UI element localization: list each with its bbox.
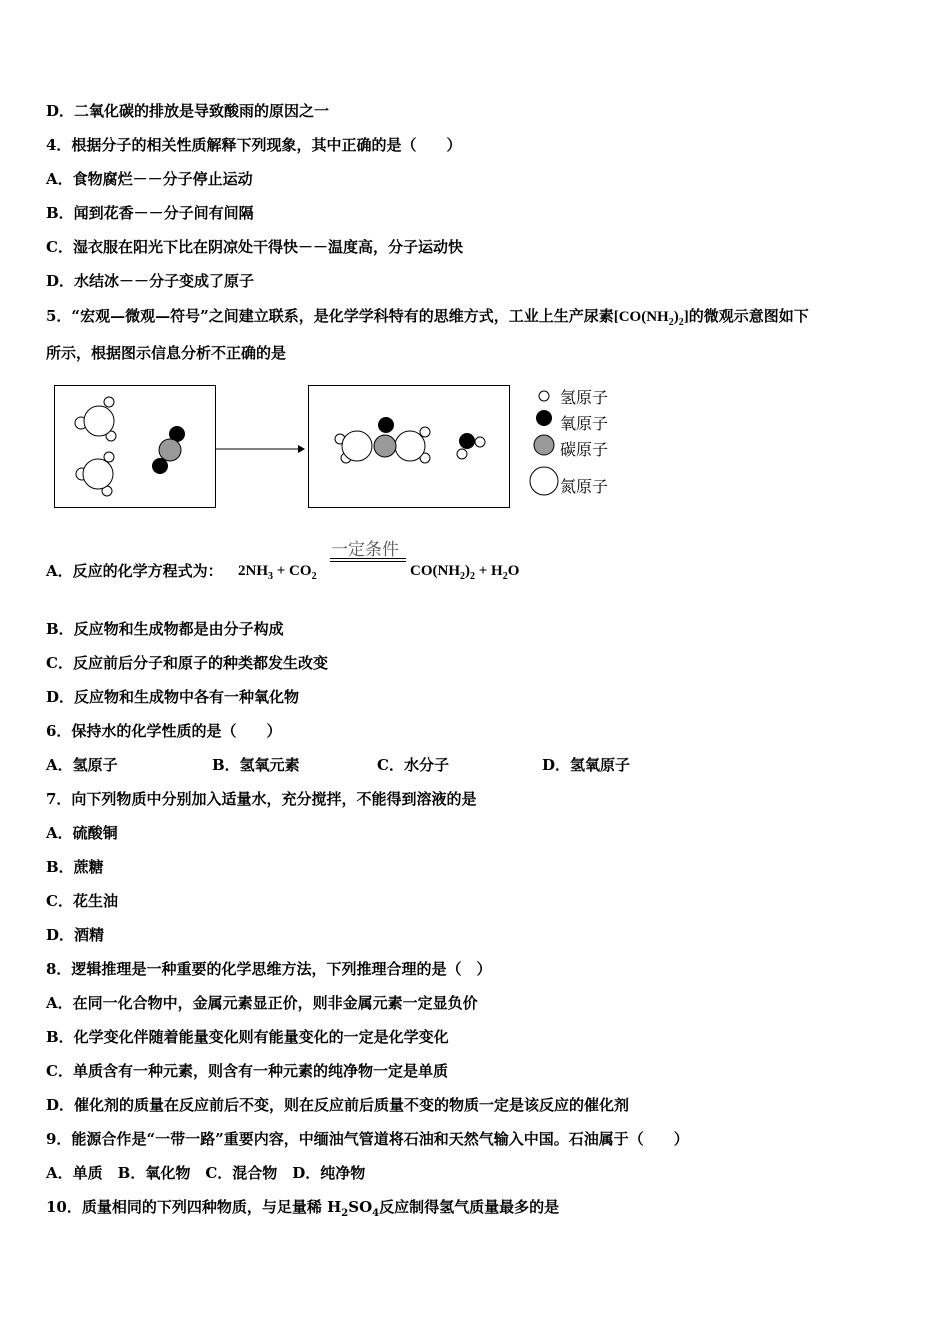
hydrogen-atom bbox=[457, 449, 467, 459]
q8-option-a: A．在同一化合物中，金属元素显正价，则非金属元素一定显负价 bbox=[46, 994, 478, 1012]
oxygen-atom bbox=[459, 433, 475, 449]
reactants-box bbox=[54, 385, 216, 508]
q5-option-d: D．反应物和生成物中各有一种氧化物 bbox=[46, 688, 300, 706]
reaction-arrow bbox=[214, 438, 306, 460]
urea-formula-b: ) bbox=[673, 309, 679, 325]
q5-option-c: C．反应前后分子和原子的种类都发生改变 bbox=[46, 654, 328, 672]
q10-stem bbox=[46, 1197, 559, 1224]
oxygen-symbol bbox=[536, 410, 552, 426]
q5-option-b: B．反应物和生成物都是由分子构成 bbox=[46, 620, 284, 638]
q7-stem: 7．向下列物质中分别加入适量水，充分搅拌，不能得到溶液的是 bbox=[46, 790, 477, 808]
legend-nitrogen-label: 氮原子 bbox=[560, 477, 609, 496]
q9-options: A．单质 B．氧化物 C．混合物 D．纯净物 bbox=[46, 1164, 366, 1182]
legend-oxygen-label: 氧原子 bbox=[560, 414, 609, 433]
q7-option-b: B．蔗糖 bbox=[46, 858, 104, 876]
urea-formula bbox=[613, 309, 689, 328]
urea-product-b: ) bbox=[465, 563, 470, 579]
urea-product-sub2: 2 bbox=[470, 571, 475, 582]
q6-option-c: C．水分子 bbox=[377, 756, 449, 774]
nitrogen-atom bbox=[83, 459, 113, 489]
q6-option-a: A．氢原子 bbox=[46, 756, 118, 774]
h2so4-sub1: 2 bbox=[341, 1208, 349, 1219]
urea-formula-sub2: 2 bbox=[678, 317, 684, 328]
q4-option-b: B．闻到花香－－分子间有间隔 bbox=[46, 204, 254, 222]
q7-option-a: A．硫酸铜 bbox=[46, 824, 118, 842]
carbon-symbol bbox=[534, 435, 554, 455]
reactants-diagram bbox=[55, 386, 215, 507]
q4-option-d: D．水结冰－－分子变成了原子 bbox=[46, 272, 255, 290]
urea-product-a: CO(NH bbox=[410, 563, 460, 579]
legend-hydrogen-label: 氢原子 bbox=[560, 388, 609, 407]
urea-formula-sub1: 2 bbox=[668, 317, 674, 328]
carbon-atom bbox=[374, 435, 396, 457]
nitrogen-atom bbox=[395, 431, 425, 461]
nitrogen-atom bbox=[342, 431, 372, 461]
reaction-condition: 一定条件 bbox=[331, 540, 399, 560]
carbon-dioxide-molecule bbox=[152, 426, 185, 474]
q8-stem: 8．逻辑推理是一种重要的化学思维方法，下列推理合理的是（ ） bbox=[46, 960, 492, 978]
q4-option-a: A．食物腐烂－－分子停止运动 bbox=[46, 170, 253, 188]
equals-line-bottom bbox=[330, 561, 406, 562]
atom-legend bbox=[528, 382, 638, 504]
hydrogen-symbol bbox=[539, 391, 549, 401]
water-molecule bbox=[457, 433, 485, 459]
q9-stem: 9．能源合作是“一带一路”重要内容，中缅油气管道将石油和天然气输入中国。石油属于（ ） bbox=[46, 1130, 689, 1148]
q4-stem: 4．根据分子的相关性质解释下列现象，其中正确的是（ ） bbox=[46, 136, 462, 154]
q5-stem-part1: 5．“宏观—微观—符号”之间建立联系，是化学学科特有的思维方式，工业上生产尿素 bbox=[46, 307, 614, 325]
q5-option-a-prefix: A．反应的化学方程式为： bbox=[46, 562, 223, 580]
q7-option-d: D．酒精 bbox=[46, 926, 105, 944]
products-box bbox=[308, 385, 510, 508]
co2-sub: 2 bbox=[311, 571, 317, 582]
urea-formula-c: ] bbox=[683, 309, 689, 325]
q7-option-c: C．花生油 bbox=[46, 892, 118, 910]
ammonia-molecule-2 bbox=[76, 452, 114, 496]
equation-reactants bbox=[238, 561, 317, 587]
oxygen-atom bbox=[378, 417, 394, 433]
ammonia-sub: 3 bbox=[268, 571, 273, 582]
carbon-atom bbox=[159, 439, 181, 461]
urea-formula-a: [CO(NH bbox=[613, 309, 669, 325]
hydrogen-atom bbox=[475, 437, 485, 447]
ammonia-molecule-1 bbox=[75, 397, 116, 441]
co2-formula: + CO bbox=[273, 563, 312, 579]
q10-stem-part2: 反应制得氢气质量最多的是 bbox=[379, 1198, 560, 1216]
products-diagram bbox=[309, 386, 509, 507]
q5-stem-line1 bbox=[46, 306, 809, 333]
equals-line-top bbox=[330, 558, 406, 559]
q6-option-d: D．氢氧原子 bbox=[542, 756, 631, 774]
hydrogen-atom bbox=[420, 427, 430, 437]
nitrogen-atom bbox=[84, 406, 114, 436]
q8-option-b: B．化学变化伴随着能量变化则有能量变化的一定是化学变化 bbox=[46, 1028, 449, 1046]
water-formula-a: + H bbox=[475, 563, 503, 579]
water-sub: 2 bbox=[502, 571, 508, 582]
q6-option-b: B．氢氧元素 bbox=[212, 756, 300, 774]
q5-stem-line2: 所示，根据图示信息分析不正确的是 bbox=[46, 344, 287, 362]
water-formula-b: O bbox=[507, 563, 520, 579]
urea-product-sub1: 2 bbox=[460, 571, 465, 582]
hydrogen-atom bbox=[104, 397, 114, 407]
h2so4-sub2: 4 bbox=[372, 1208, 380, 1219]
h2so4-so: SO bbox=[348, 1198, 373, 1216]
q4-option-c: C．湿衣服在阳光下比在阴凉处干得快－－温度高，分子运动快 bbox=[46, 238, 463, 256]
q6-stem: 6．保持水的化学性质的是（ ） bbox=[46, 722, 282, 740]
equation-products bbox=[410, 561, 519, 587]
q10-stem-part1: 10．质量相同的下列四种物质，与足量稀 H bbox=[46, 1198, 342, 1216]
ammonia-formula: 2NH bbox=[238, 563, 268, 579]
q5-stem-part2: 的微观示意图如下 bbox=[688, 307, 809, 325]
q8-option-d: D．催化剂的质量在反应前后不变，则在反应前后质量不变的物质一定是该反应的催化剂 bbox=[46, 1096, 630, 1114]
urea-molecule bbox=[335, 417, 430, 463]
q8-option-c: C．单质含有一种元素，则含有一种元素的纯净物一定是单质 bbox=[46, 1062, 448, 1080]
q3-option-d: D．二氧化碳的排放是导致酸雨的原因之一 bbox=[46, 102, 330, 120]
nitrogen-symbol bbox=[530, 467, 558, 495]
legend-carbon-label: 碳原子 bbox=[560, 440, 609, 459]
